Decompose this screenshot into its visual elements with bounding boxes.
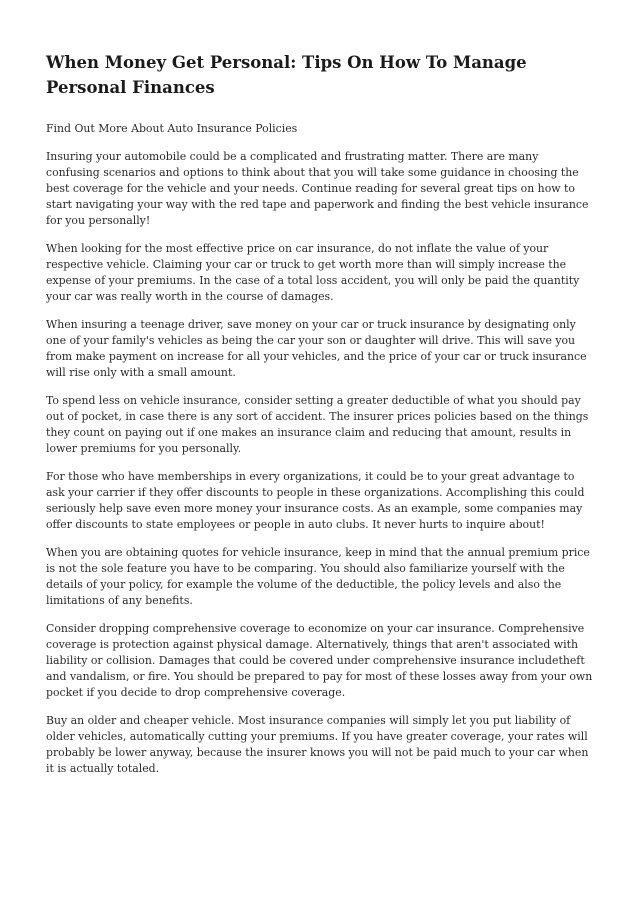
- paragraph: To spend less on vehicle insurance, consider setting a greater deductible of what you should pay out of pocket, in case there is any sort of accident. The insurer prices policies based on the things they count on paying out if one makes an insurance claim and reducing that amount, results in lower premiums for you personally.: [46, 394, 589, 455]
- document-body: [46, 149, 594, 777]
- document-page: [46, 50, 594, 777]
- document-title: When Money Get Personal: Tips On How To Manage Personal Finances: [46, 53, 527, 97]
- paragraph: Buy an older and cheaper vehicle. Most insurance companies will simply let you put liability of older vehicles, automatically cutting your premiums. If you have greater coverage, your rates will probably be lower anyway, because the insurer knows you will not be paid much to your car when it is actually totaled.: [46, 714, 589, 775]
- paragraph: When looking for the most effective price on car insurance, do not inflate the value of your respective vehicle. Claiming your car or truck to get worth more than will simply increase the expense of your premiums. In the case of a total loss accident, you will only be paid the quantity your car was really worth in the course of damages.: [46, 242, 580, 303]
- document-subtitle: Find Out More About Auto Insurance Policies: [46, 122, 298, 135]
- paragraph: Consider dropping comprehensive coverage to economize on your car insurance. Comprehensive coverage is protection against physical damage. Alternatively, things that aren't associated with liability or collision. Damages that could be covered under comprehensive insurance includetheft and vandalism, or fire. You should be prepared to pay for most of these losses away from your own pocket if you decide to drop comprehensive coverage.: [46, 622, 593, 699]
- paragraph: When you are obtaining quotes for vehicle insurance, keep in mind that the annual premium price is not the sole feature you have to be comparing. You should also familiarize yourself with the details of your policy, for example the volume of the deductible, the policy levels and also the limitations of any benefits.: [46, 546, 590, 607]
- paragraph: Insuring your automobile could be a complicated and frustrating matter. There are many confusing scenarios and options to think about that you will take some guidance in choosing the best coverage for the vehicle and your needs. Continue reading for several great tips on how to start navigating your way with the red tape and paperwork and finding the best vehicle insurance for you personally!: [46, 150, 589, 227]
- paragraph: For those who have memberships in every organizations, it could be to your great advantage to ask your carrier if they offer discounts to people in these organizations. Accomplishing this could seriously help save even more money your insurance costs. As an example, some companies may offer discounts to state employees or people in auto clubs. It never hurts to inquire about!: [46, 470, 585, 531]
- paragraph: When insuring a teenage driver, save money on your car or truck insurance by designating only one of your family's vehicles as being the car your son or daughter will drive. This will save you from make payment on increase for all your vehicles, and the price of your car or truck insurance will rise only with a small amount.: [46, 318, 587, 379]
